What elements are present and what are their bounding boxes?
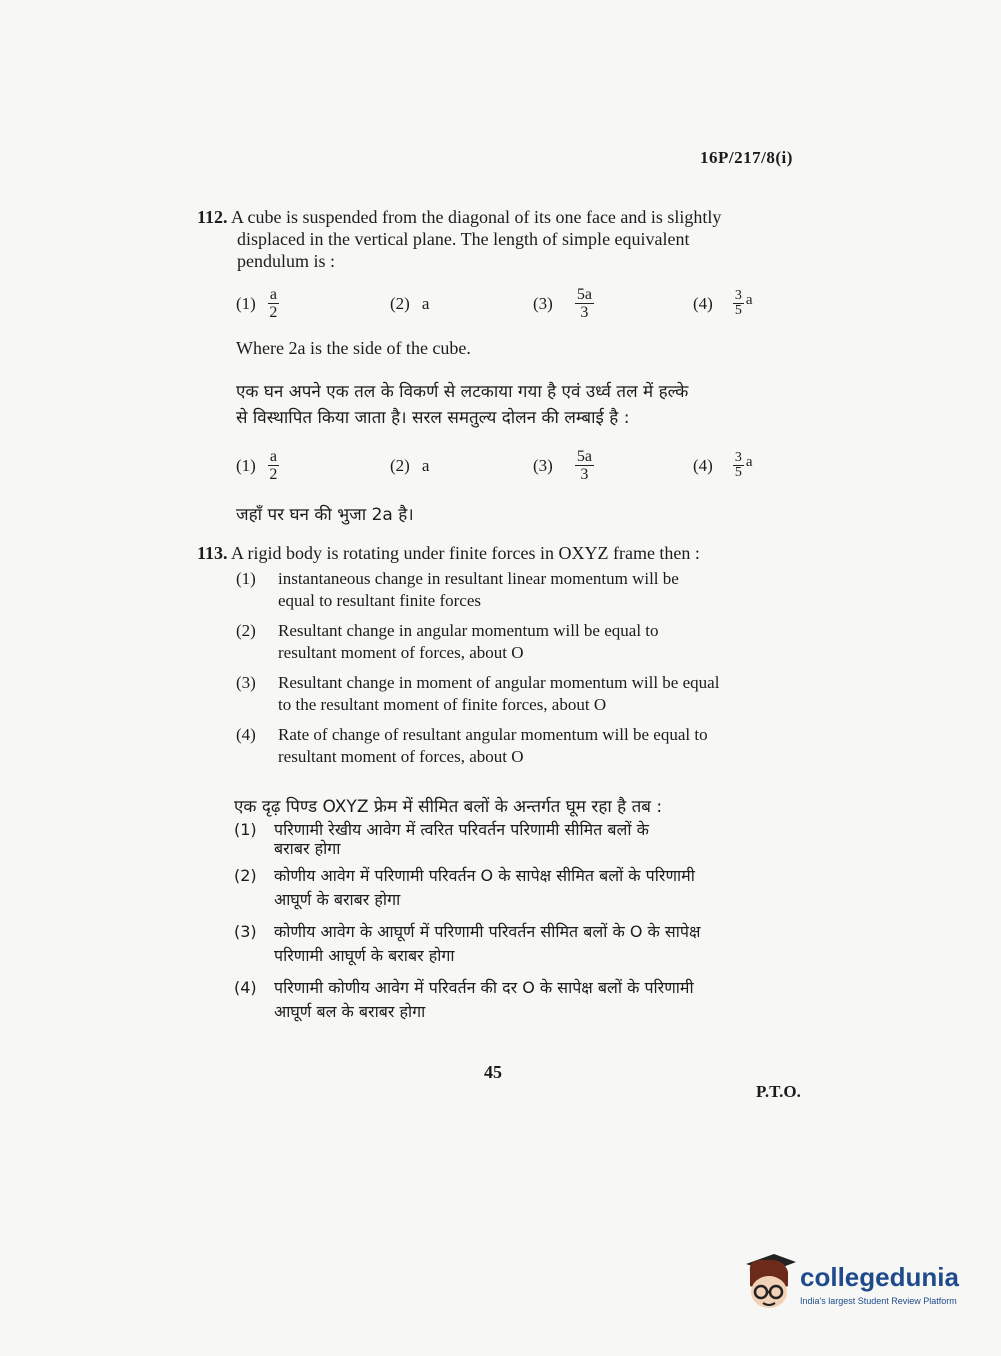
option-number: (3) (533, 455, 553, 475)
option-number: (4) (234, 978, 257, 997)
logo-tagline: India's largest Student Review Platform (800, 1296, 957, 1306)
option-number: (3) (236, 673, 256, 692)
denominator: 3 (580, 304, 589, 321)
page-number: 45 (484, 1062, 502, 1082)
question-112-hindi-options (236, 448, 796, 483)
option-text-line: to the resultant moment of finite forces, about O (278, 695, 607, 714)
option-2 (234, 864, 834, 912)
option-number: (1) (234, 820, 257, 839)
fraction (733, 451, 744, 480)
option-4 (693, 451, 753, 480)
question-112-text (197, 206, 827, 272)
option-2 (390, 456, 533, 476)
option-4 (236, 724, 826, 768)
option-3 (236, 672, 826, 716)
numerator: a (269, 448, 277, 465)
fraction (268, 448, 279, 483)
option-number: (1) (236, 293, 256, 313)
numerator: 5a (576, 286, 592, 303)
option-text-line: Resultant change in angular momentum will be equal to (278, 621, 659, 640)
option-text-line: परिणामी रेखीय आवेग में त्वरित परिवर्तन परिणामी सीमित बलों के (274, 820, 649, 839)
question-112 (197, 206, 827, 272)
option-text-line: बराबर होगा (274, 839, 341, 858)
numerator: 3 (734, 288, 742, 303)
option-text-line: Resultant change in moment of angular momentum will be equal (278, 673, 720, 692)
option-text-line: आघूर्ण बल के बराबर होगा (274, 1002, 426, 1021)
question-112-options (236, 286, 796, 321)
question-number: 112. (197, 207, 228, 227)
option-number: (2) (390, 293, 410, 313)
option-text-line: कोणीय आवेग में परिणामी परिवर्तन O के सापेक्ष सीमित बलों के परिणामी (274, 866, 695, 885)
hindi-text-line: से विस्थापित किया जाता है। सरल समतुल्य दोलन की लम्बाई है : (236, 408, 630, 428)
option-2 (390, 294, 533, 314)
question-text-line: pendulum is : (237, 251, 335, 271)
fraction-suffix: a (745, 292, 753, 308)
option-number: (4) (693, 455, 713, 475)
option-number: (1) (236, 455, 256, 475)
question-113-text (197, 542, 817, 564)
option-1 (234, 818, 834, 856)
fraction-suffix: a (745, 454, 753, 470)
option-text-line: परिणामी कोणीय आवेग में परिवर्तन की दर O के सापेक्ष बलों के परिणामी (274, 978, 694, 997)
question-text-line: A cube is suspended from the diagonal of its one face and is slightly (231, 207, 722, 227)
option-4 (234, 976, 834, 1024)
option-number: (1) (236, 569, 256, 588)
hindi-text-line: एक घन अपने एक तल के विकर्ण से लटकाया गया है एवं उर्ध्व तल में हल्के (236, 382, 689, 402)
option-text-line: instantaneous change in resultant linear momentum will be (278, 569, 679, 588)
option-number: (3) (234, 922, 257, 941)
option-number: (2) (236, 621, 256, 640)
numerator: 3 (734, 450, 742, 465)
question-112-hindi-note: जहाँ पर घन की भुजा 2a है। (236, 505, 414, 525)
option-text-line: resultant moment of forces, about O (278, 643, 524, 662)
option-text-line: कोणीय आवेग के आघूर्ण में परिणामी परिवर्तन सीमित बलों के O के सापेक्ष (274, 922, 701, 941)
option-value: a (421, 293, 430, 313)
option-text-line: आघूर्ण के बराबर होगा (274, 890, 401, 909)
mascot-icon (742, 1250, 798, 1312)
question-113-options (236, 568, 826, 768)
fraction (575, 286, 594, 321)
option-3 (533, 448, 693, 483)
option-3 (234, 920, 834, 968)
option-number: (2) (234, 866, 257, 885)
logo-title: collegedunia (800, 1262, 959, 1292)
numerator: a (269, 286, 277, 303)
option-1 (236, 448, 390, 483)
denominator: 3 (580, 466, 589, 483)
fraction (268, 286, 279, 321)
option-text-line: Rate of change of resultant angular momentum will be equal to (278, 725, 708, 744)
option-number: (3) (533, 293, 553, 313)
option-text-line: परिणामी आघूर्ण के बराबर होगा (274, 946, 455, 965)
option-1 (236, 286, 390, 321)
question-113-hindi-options (234, 818, 834, 1024)
option-value: a (421, 455, 430, 475)
paper-code: 16P/217/8(i) (700, 148, 793, 167)
denominator: 2 (269, 304, 278, 321)
question-112-note: Where 2a is the side of the cube. (236, 338, 471, 358)
question-text-line: A rigid body is rotating under finite forces in OXYZ frame then : (231, 543, 700, 563)
option-2 (236, 620, 826, 664)
pto-label: P.T.O. (756, 1082, 801, 1101)
numerator: 5a (576, 448, 592, 465)
option-number: (2) (390, 455, 410, 475)
denominator: 5 (734, 465, 742, 480)
option-text-line: equal to resultant finite forces (278, 591, 481, 610)
denominator: 2 (269, 466, 278, 483)
option-number: (4) (693, 293, 713, 313)
denominator: 5 (734, 303, 742, 318)
fraction (733, 289, 744, 318)
question-number: 113. (197, 543, 228, 563)
option-number: (4) (236, 725, 256, 744)
fraction (575, 448, 594, 483)
option-4 (693, 289, 753, 318)
question-112-hindi (236, 379, 836, 431)
option-3 (533, 286, 693, 321)
question-113-hindi-text: एक दृढ़ पिण्ड OXYZ फ्रेम में सीमित बलों के अन्तर्गत घूम रहा है तब : (234, 797, 663, 817)
collegedunia-logo (742, 1250, 972, 1320)
question-text-line: displaced in the vertical plane. The length of simple equivalent (237, 229, 690, 249)
option-1 (236, 568, 826, 612)
option-text-line: resultant moment of forces, about O (278, 747, 524, 766)
